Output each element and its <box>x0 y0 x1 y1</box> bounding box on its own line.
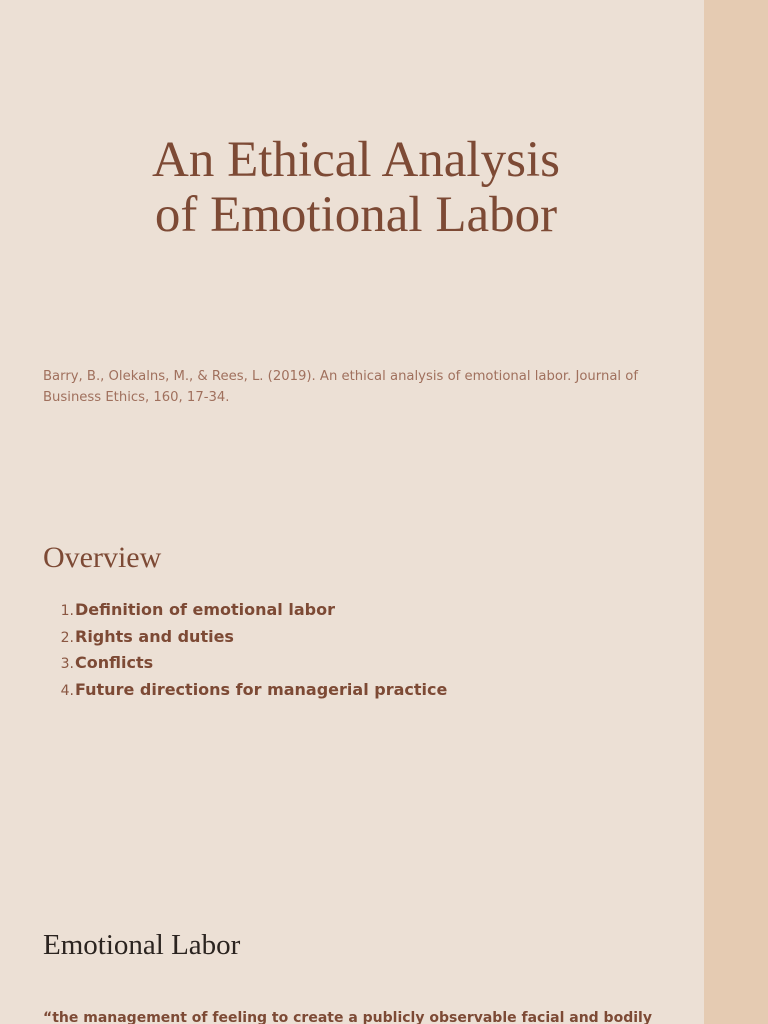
list-number: 1. <box>60 603 74 619</box>
list-item <box>56 600 447 627</box>
citation: Barry, B., Olekalns, M., & Rees, L. (2019). An ethical analysis of emotional labor. Journal of Business Ethics, 160, 17-34. <box>43 369 638 405</box>
list-item <box>56 680 447 707</box>
side-panel <box>704 0 768 1024</box>
overview-list <box>56 600 447 706</box>
list-text: Conflicts <box>75 653 154 672</box>
list-number: 3. <box>60 656 74 672</box>
page-title <box>40 133 672 243</box>
overview-heading: Overview <box>43 541 162 574</box>
list-text: Rights and duties <box>75 626 234 646</box>
title-line-1: An Ethical Analysis <box>152 132 560 188</box>
list-item <box>56 627 447 654</box>
list-number: 4. <box>60 682 74 699</box>
list-number: 2. <box>60 629 74 646</box>
emotional-labor-heading: Emotional Labor <box>43 929 241 961</box>
list-text: Definition of emotional labor <box>75 600 335 619</box>
title-line-2: of Emotional Labor <box>154 187 558 243</box>
list-text: Future directions for managerial practice <box>75 679 448 699</box>
definition-quote: “the management of feeling to create a publicly observable facial and bodily <box>43 1010 652 1024</box>
list-item <box>56 653 447 680</box>
